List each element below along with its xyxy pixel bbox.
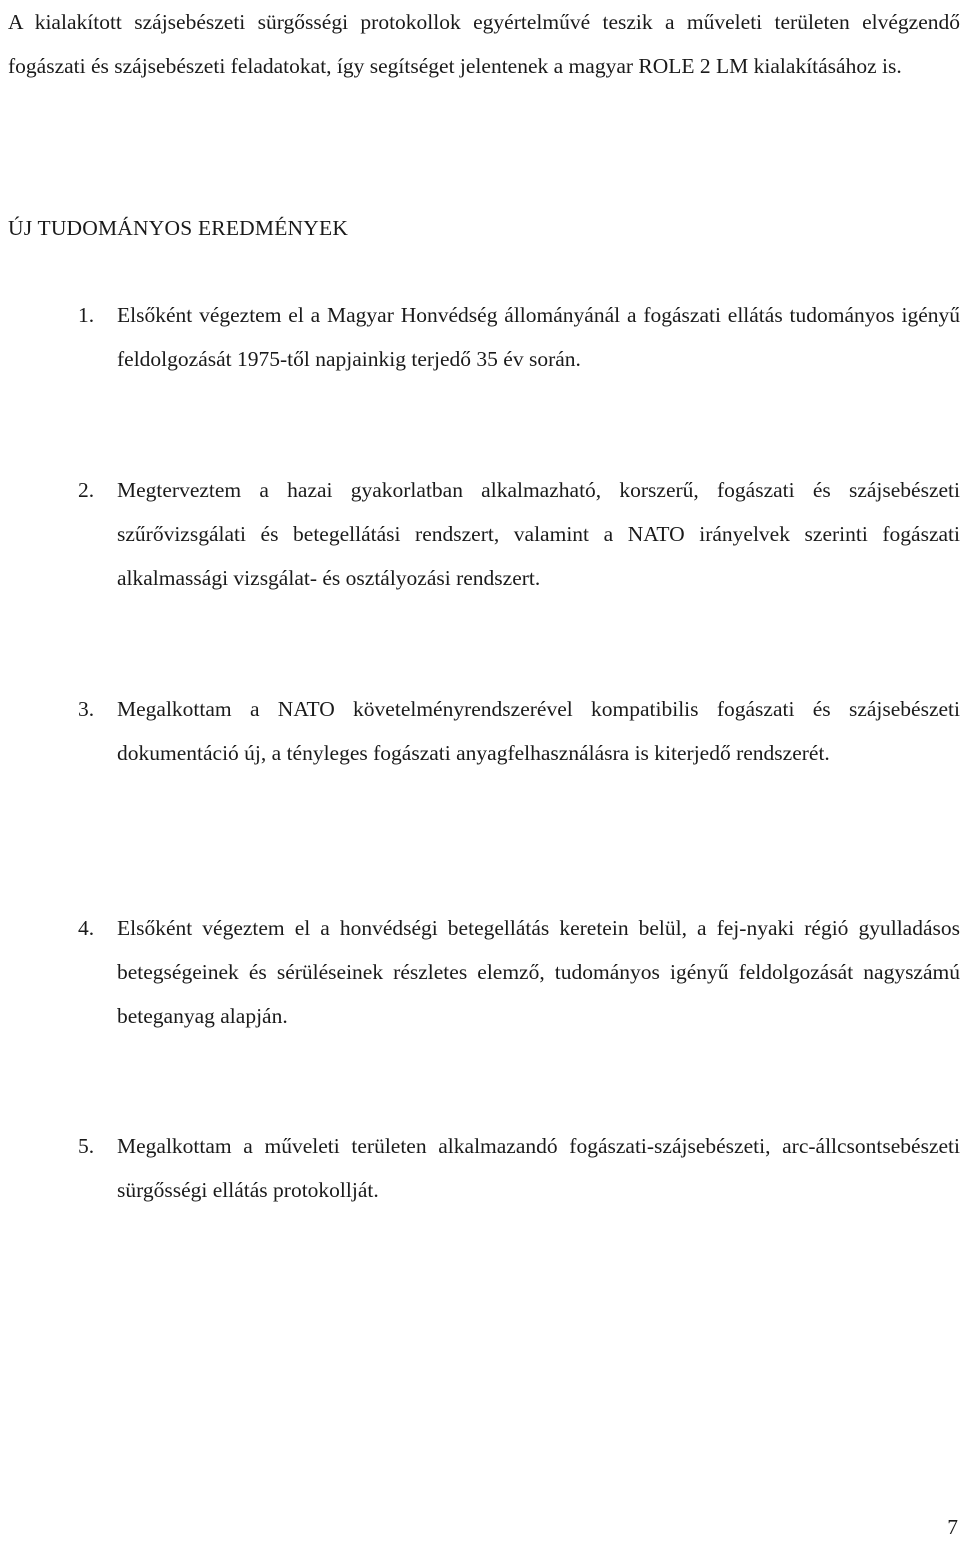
result-item-1 <box>78 293 960 381</box>
result-item-number: 3. <box>78 697 95 721</box>
result-item-text: Megalkottam a NATO követelményrendszerével kompatibilis fogászati és szájsebészeti dokumentáció új, a tényleges fogászati anyagfelhasználásra is kiterjedő rendszerét. <box>117 697 960 765</box>
intro-paragraph: A kialakított szájsebészeti sürgősségi protokollok egyértelművé teszik a műveleti területen elvégzendő fogászati és szájsebészeti feladatokat, így segítséget jelentenek a magyar ROLE 2 LM kialakításához is. <box>8 10 960 78</box>
result-item-number: 4. <box>78 916 95 940</box>
result-item-text: Megterveztem a hazai gyakorlatban alkalmazható, korszerű, fogászati és szájsebészeti szűrővizsgálati és betegellátási rendszert, valamint a NATO irányelvek szerinti fogászati alkalmassági vizsgálat- és osztályozási rendszert. <box>117 478 960 590</box>
result-item-text: Elsőként végeztem el a Magyar Honvédség állományánál a fogászati ellátás tudományos igényű feldolgozását 1975-től napjainkig terjedő 35 év során. <box>117 303 960 371</box>
result-item-2 <box>78 468 960 600</box>
result-item-5 <box>78 1124 960 1212</box>
result-item-3 <box>78 687 960 775</box>
result-item-4 <box>78 906 960 1038</box>
result-item-number: 2. <box>78 478 95 502</box>
result-item-text: Elsőként végeztem el a honvédségi betegellátás keretein belül, a fej-nyaki régió gyulladásos betegségeinek és sérüléseinek részletes elemző, tudományos igényű feldolgozását nagyszámú beteganyag alapján. <box>117 916 960 1028</box>
section-heading: ÚJ TUDOMÁNYOS EREDMÉNYEK <box>8 216 349 240</box>
result-item-number: 1. <box>78 303 95 327</box>
result-item-text: Megalkottam a műveleti területen alkalmazandó fogászati-szájsebészeti, arc-állcsontsebészeti sürgősségi ellátás protokollját. <box>117 1134 960 1202</box>
page-number: 7 <box>947 1515 958 1539</box>
result-item-number: 5. <box>78 1134 95 1158</box>
